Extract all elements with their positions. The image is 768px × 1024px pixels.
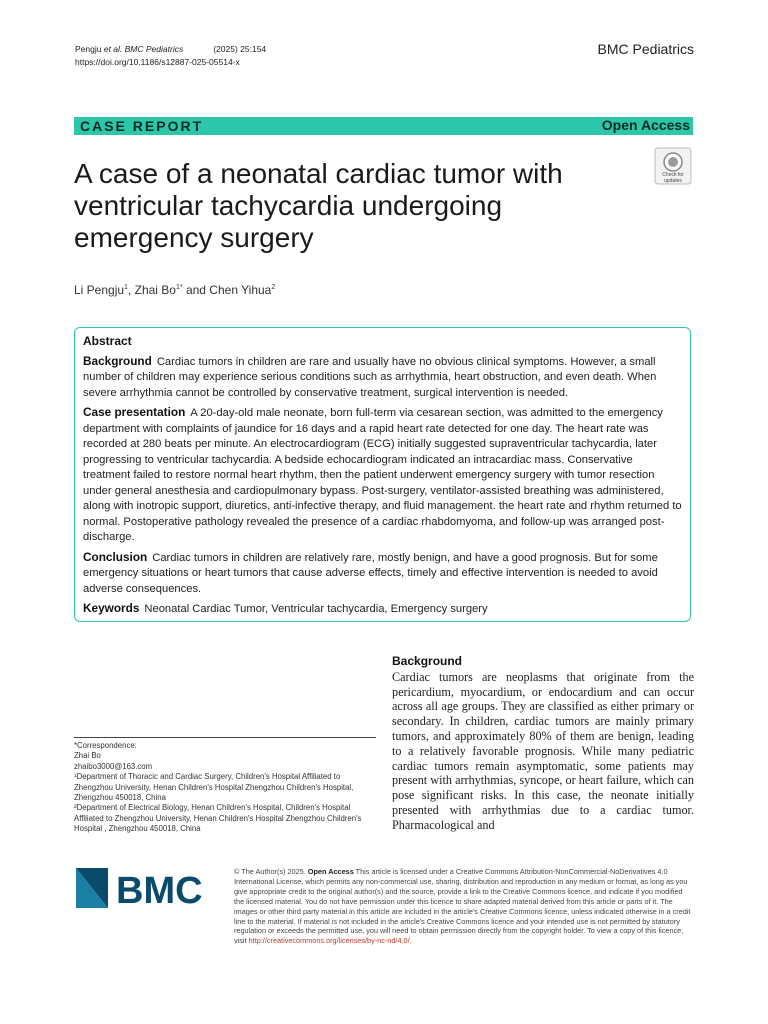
abstract-case: [83, 405, 683, 546]
abstract-keywords-label: Keywords: [83, 601, 140, 615]
journal-name: BMC Pediatrics: [597, 41, 694, 57]
article-type-banner: [74, 117, 693, 135]
doi-link[interactable]: https://doi.org/10.1186/s12887-025-05514-x: [75, 57, 240, 67]
article-title: A case of a neonatal cardiac tumor with ventricular tachycardia undergoing emergency surgery: [74, 158, 563, 253]
citation-year: (2025) 25:154: [213, 44, 267, 54]
license-end: .: [409, 936, 412, 946]
author-list: [74, 283, 275, 297]
author-name[interactable]: Li Pengju: [74, 283, 125, 297]
abstract-box: [74, 327, 691, 622]
correspondence-label: *Correspondence:: [74, 741, 137, 750]
abstract-case-label: Case presentation: [83, 405, 186, 419]
bmc-logo: [76, 866, 216, 910]
author-affil-sup: 2: [271, 284, 276, 291]
affiliation-2: ²Department of Electrical Biology, Henan Children's Hospital, Children's Hospital Affiliated to Zhengzhou University, Henan Children's Hospital Zhengzhou Children's Hospital , Zhengzhou 450018, China: [74, 803, 362, 834]
check-badge-line1: Check for: [662, 172, 684, 178]
abstract-keywords-text: Neonatal Cardiac Tumor, Ventricular tachycardia, Emergency surgery: [144, 603, 488, 615]
check-for-updates-icon[interactable]: [654, 147, 692, 185]
copyright-text: © The Author(s) 2025.: [234, 867, 306, 876]
author-name[interactable]: and Chen Yihua: [182, 283, 272, 297]
abstract-background-text: Cardiac tumors in children are rare and usually have no obvious clinical symptoms. However, a small number of children may experience serious conditions such as arrhythmia, heart obstruction, and even death. When severe arrhythmia cannot be controlled by conservative treatment, surgical intervention is needed.: [83, 355, 657, 399]
article-type-label: CASE REPORT: [80, 118, 204, 134]
license-link[interactable]: http://creativecommons.org/licenses/by-nc-nd/4.0/: [248, 936, 410, 946]
section-heading: Background: [392, 654, 463, 668]
abstract-conclusion-label: Conclusion: [83, 549, 148, 564]
correspondence-email[interactable]: zhaibo3000@163.com: [74, 761, 153, 771]
correspondence-block: [74, 741, 376, 835]
citation-authors: Pengju: [75, 44, 104, 54]
bmc-logo-text: BMC: [116, 870, 203, 910]
check-badge-line2: updates: [664, 178, 682, 184]
abstract-heading: Abstract: [83, 334, 132, 348]
citation-line: [75, 43, 266, 56]
license-open-access: Open Access: [307, 867, 354, 876]
affiliation-1: ¹Department of Thoracic and Cardiac Surgery, Children's Hospital Affiliated to Zhengzhou University, Henan Children's Hospital Zhengzhou Children's Hospital, Zhengzhou 450018, China: [74, 772, 354, 803]
correspondence-divider: [74, 737, 376, 738]
abstract-conclusion-text: Cardiac tumors in children are relatively rare, mostly benign, and have a good prognosis. But for some emergency situations or heart tumors that cause adverse effects, timely and effective intervention is needed to avoid adverse consequences.: [83, 551, 658, 595]
abstract-conclusion: [83, 550, 683, 598]
author-name[interactable]: , Zhai Bo: [127, 283, 176, 297]
correspondence-name: Zhai Bo: [74, 751, 101, 761]
open-access-label: Open Access: [601, 117, 690, 133]
abstract-case-text: A 20-day-old male neonate, born full-term via cesarean section, was admitted to the emergency department with complaints of jaundice for 16 days and a rapid heart rate detected for one day. The heart rate was recorded at 280 beats per minute. An electrocardiogram (ECG) initially suggested supraventricular tachycardia, later progressing to ventricular tachycardia. A bedside echocardiogram indicated an intracardiac mass. Conservative treatment failed to restore normal heart rhythm, then the patient underwent emergency surgery with tumor resection under general anesthesia and cardiopulmonary bypass. Post-surgery, ventilator-assisted breathing was administered, along with inotropic support, diuretics, anti-infective therapy, and fluid management. the heart rate and rhythm returned to normal. Postoperative pathology revealed the presence of a cardiac rhabdomyoma, and follow-up was arranged post-discharge.: [83, 407, 682, 543]
running-header: [75, 43, 266, 69]
abstract-background-label: Background: [83, 353, 152, 368]
abstract-background: [83, 354, 683, 402]
license-text: This article is licensed under a Creative Commons Attribution-NonCommercial-NoDerivatives 4.0 International License, which permits any non-commercial use, sharing, distribution and reproduction in any medium or format, as long as you give appropriate credit to the original author(s) and the source, provide a link to the Creative Commons licence, and indicate if you modified the licensed material. You do not have permission under this licence to share adapted material derived from this article or parts of it. The images or other third party material in this article are included in the article's Creative Commons licence, unless indicated otherwise in a credit line to the material. If material is not included in the article's Creative Commons licence and your intended use is not permitted by statutory regulation or exceeds the permitted use, you will need to obtain permission directly from the copyright holder. To view a copy of this licence, visit: [234, 867, 691, 946]
body-column: [392, 654, 694, 833]
license-notice: [234, 867, 694, 946]
citation-journal: et al. BMC Pediatrics: [103, 44, 184, 54]
author-affil-sup: 1: [124, 284, 128, 291]
abstract-keywords: [83, 601, 683, 618]
author-affil-sup: 1*: [175, 284, 183, 291]
body-paragraph: Cardiac tumors are neoplasms that originate from the pericardium, myocardium, or endocardium and can occur across all age groups. They are classified as either primary or secondary. In children, cardiac tumors are mainly primary tumors, and approximately 80% of them are benign, leading to a relatively favorable prognosis. While many pediatric cardiac tumors remain asymptomatic, some patients may present with arrhythmias, syncope, or heart failure, which can pose significant risks. In this case, the neonate initially presented with arrhythmias due to a cardiac tumor. Pharmacological and: [392, 669, 694, 832]
